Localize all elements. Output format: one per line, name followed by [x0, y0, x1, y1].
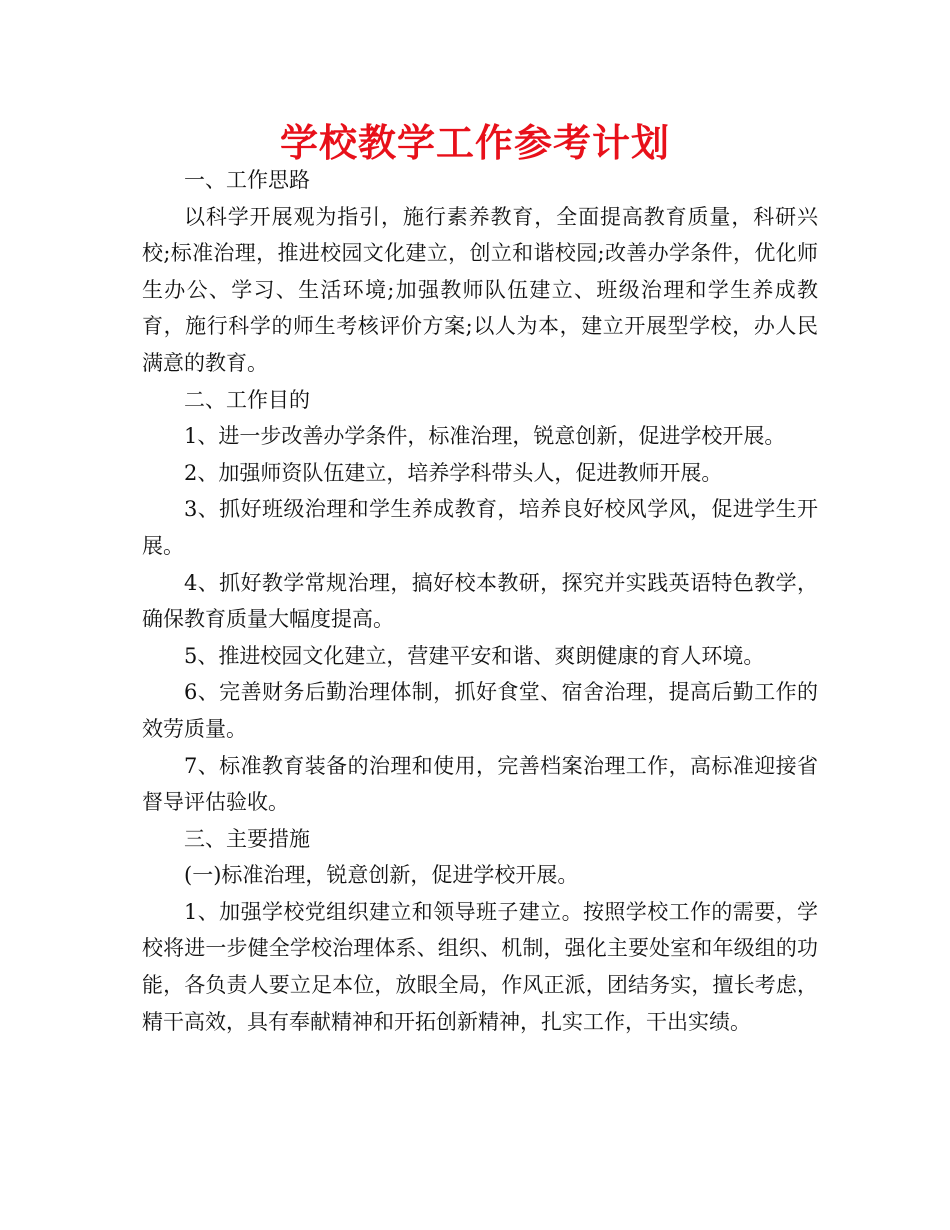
goal-item-5: 5、推进校园文化建立，营建平安和谐、爽朗健康的育人环境。	[184, 643, 765, 668]
measure-item-1: 1、加强学校党组织建立和领导班子建立。按照学校工作的需要，学校将进一步健全学校治理体系、组织、机制，强化主要处室和年级组的功能，各负责人要立足本位，放眼全局，作风正派，团结务实，擅长考虑，精干高效，具有奉献精神和开拓创新精神，扎实工作，干出实绩。	[142, 899, 818, 1034]
document-title: 学校教学工作参考计划	[279, 121, 670, 165]
section-heading-1: 一、工作思路	[184, 168, 310, 192]
goal-item-4: 4、抓好教学常规治理，搞好校本教研，探究并实践英语特色教学，确保教育质量大幅度提高。	[142, 570, 818, 632]
section-heading-2: 二、工作目的	[184, 387, 310, 412]
goal-item-1: 1、进一步改善办学条件，标准治理，锐意创新，促进学校开展。	[184, 424, 786, 449]
goal-item-2: 2、加强师资队伍建立，培养学科带头人，促进教师开展。	[184, 460, 723, 485]
document-body	[142, 162, 818, 1040]
paragraph-work-approach: 以科学开展观为指引，施行素养教育，全面提高教育质量，科研兴校;标准治理，推进校园文化建立，创立和谐校园;改善办学条件，优化师生办公、学习、生活环境;加强教师队伍建立、班级治理和学生养成教育，施行科学的师生考核评价方案;以人为本，建立开展型学校，办人民满意的教育。	[142, 204, 818, 375]
measure-subheading-1: (一)标准治理，锐意创新，促进学校开展。	[184, 863, 579, 888]
section-heading-3: 三、主要措施	[184, 826, 310, 851]
goal-item-6: 6、完善财务后勤治理体制，抓好食堂、宿舍治理，提高后勤工作的效劳质量。	[142, 680, 818, 741]
goal-item-3: 3、抓好班级治理和学生养成教育，培养良好校风学风，促进学生开展。	[142, 497, 818, 558]
goal-item-7: 7、标准教育装备的治理和使用，完善档案治理工作，高标准迎接省督导评估验收。	[142, 753, 818, 815]
